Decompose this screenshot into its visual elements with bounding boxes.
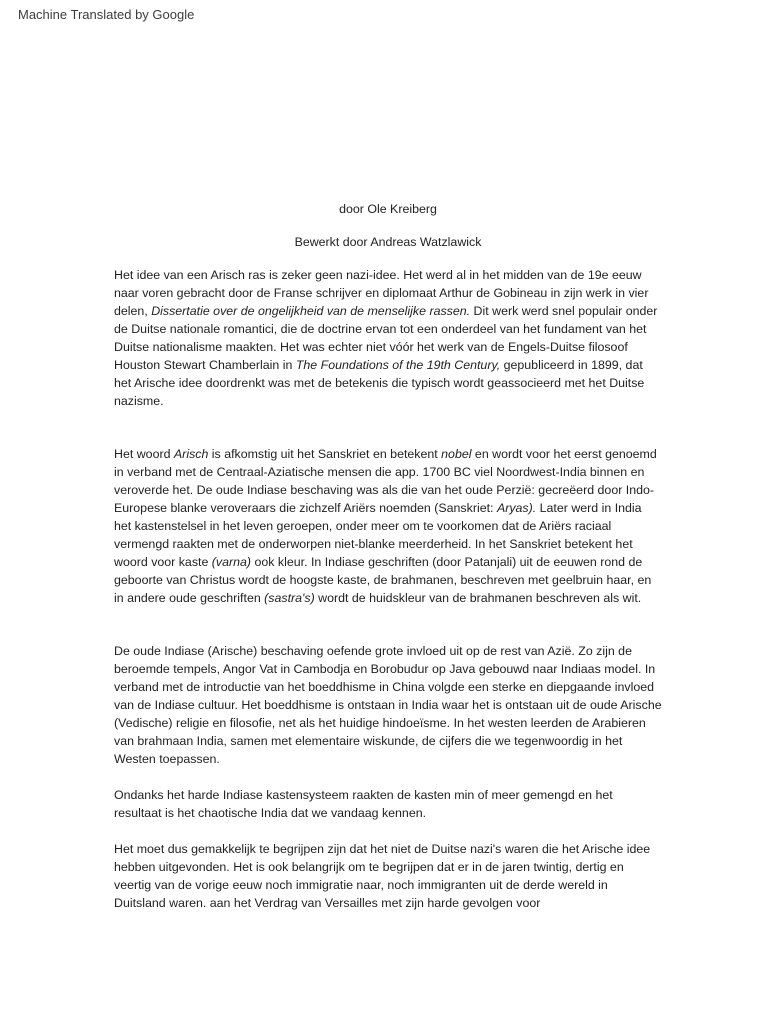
paragraph-1-text-a: Het idee van een Arisch ras is zeker geen nazi-idee. Het werd al in het midden van de 19e eeuw naar voren gebracht door de Franse schrijver en diplomaat Arthur de Gobineau in zijn werk in vier delen,	[114, 268, 649, 318]
term-sastras: (sastra's)	[264, 591, 315, 605]
editor-line: Bewerkt door Andreas Watzlawick	[294, 235, 482, 249]
machine-translation-banner: Machine Translated by Google	[18, 7, 195, 22]
author-line: door Ole Kreiberg	[339, 202, 437, 216]
paragraph-3: De oude Indiase (Arische) beschaving oefende grote invloed uit op de rest van Azië. Zo zijn de beroemde tempels, Angor Vat in Cambodja en Borobudur op Java gebouwd naar Indiaas model. In verband met de introductie van het boeddhisme in China volgde een sterke en diepgaande invloed van de Indiase cultuur. Het boeddhisme is ontstaan in India waar het is ontstaan uit de oude Arische (Vedische) religie en filosofie, net als het huidige hindoeïsme. In het westen leerden de Arabieren van brahmaan India, samen met elementaire wiskunde, de cijfers die we tegenwoordig in het Westen toepassen.	[114, 644, 662, 766]
document-page	[114, 200, 662, 912]
paragraph-5: Het moet dus gemakkelijk te begrijpen zijn dat het niet de Duitse nazi's waren die het Arische idee hebben uitgevonden. Het is ook belangrijk om te begrijpen dat er in de jaren twintig, dertig en veertig van de vorige eeuw noch immigratie naar, noch immigranten uit de derde wereld in Duitsland waren. aan het Verdrag van Versailles met zijn harde gevolgen voor	[114, 842, 651, 910]
paragraph-4: Ondanks het harde Indiase kastensysteem raakten de kasten min of meer gemengd en het resultaat is het chaotische India dat we vandaag kennen.	[114, 788, 613, 820]
term-arisch: Arisch	[173, 447, 209, 461]
paragraph-1	[114, 266, 662, 410]
paragraph-2-text-k: wordt de huidskleur van de brahmanen beschreven als wit.	[314, 591, 642, 605]
paragraph-1-text-c: Dit werk werd snel populair onder de Duitse nationale romantici, die de doctrine ervan tot een onderdeel van het fundament van het Duitse nationalisme maakten. Het was echter niet vóór het werk van de Engels-Duitse filosoof Houston Stewart Chamberlain in	[114, 304, 658, 372]
paragraph-2-text-g: Later werd in India het kastenstelsel in het leven geroepen, onder meer om te voorkomen dat de Ariërs raciaal vermengd raakten met de onderworpen niet-blanke meerderheid. In het Sanskriet betekent het woord voor kaste	[114, 501, 642, 569]
paragraph-1-text-e: gepubliceerd in 1899, dat het Arische idee doordrenkt was met de betekenis die typisch wordt geassocieerd met het Duitse nazisme.	[114, 358, 645, 408]
paragraph-2-text-a: Het woord	[114, 447, 174, 461]
term-nobel: nobel	[441, 447, 472, 461]
term-aryas: Aryas).	[496, 501, 537, 515]
paragraph-2-text-i: ook kleur. In Indiase geschriften (door Patanjali) uit de eeuwen rond de geboorte van Christus wordt de hoogste kaste, de brahmanen, beschreven met geelbruin haar, en in andere oude geschriften	[114, 555, 652, 605]
paragraph-2-text-e: en wordt voor het eerst genoemd in verband met de Centraal-Aziatische mensen die app. 1700 BC viel Noordwest-India binnen en veroverde het. De oude Indiase beschaving was als die van het oude Perzië: gecreëerd door Indo-Europese blanke veroveraars die zichzelf Ariërs noemden (Sanskriet:	[114, 447, 657, 515]
paragraph-2-text-c: is afkomstig uit het Sanskriet en betekent	[208, 447, 442, 461]
paragraph-2	[114, 445, 662, 607]
foundations-title: The Foundations of the 19th Century,	[295, 358, 501, 372]
term-varna: (varna)	[211, 555, 252, 569]
dissertation-title: Dissertatie over de ongelijkheid van de menselijke rassen.	[151, 304, 471, 318]
